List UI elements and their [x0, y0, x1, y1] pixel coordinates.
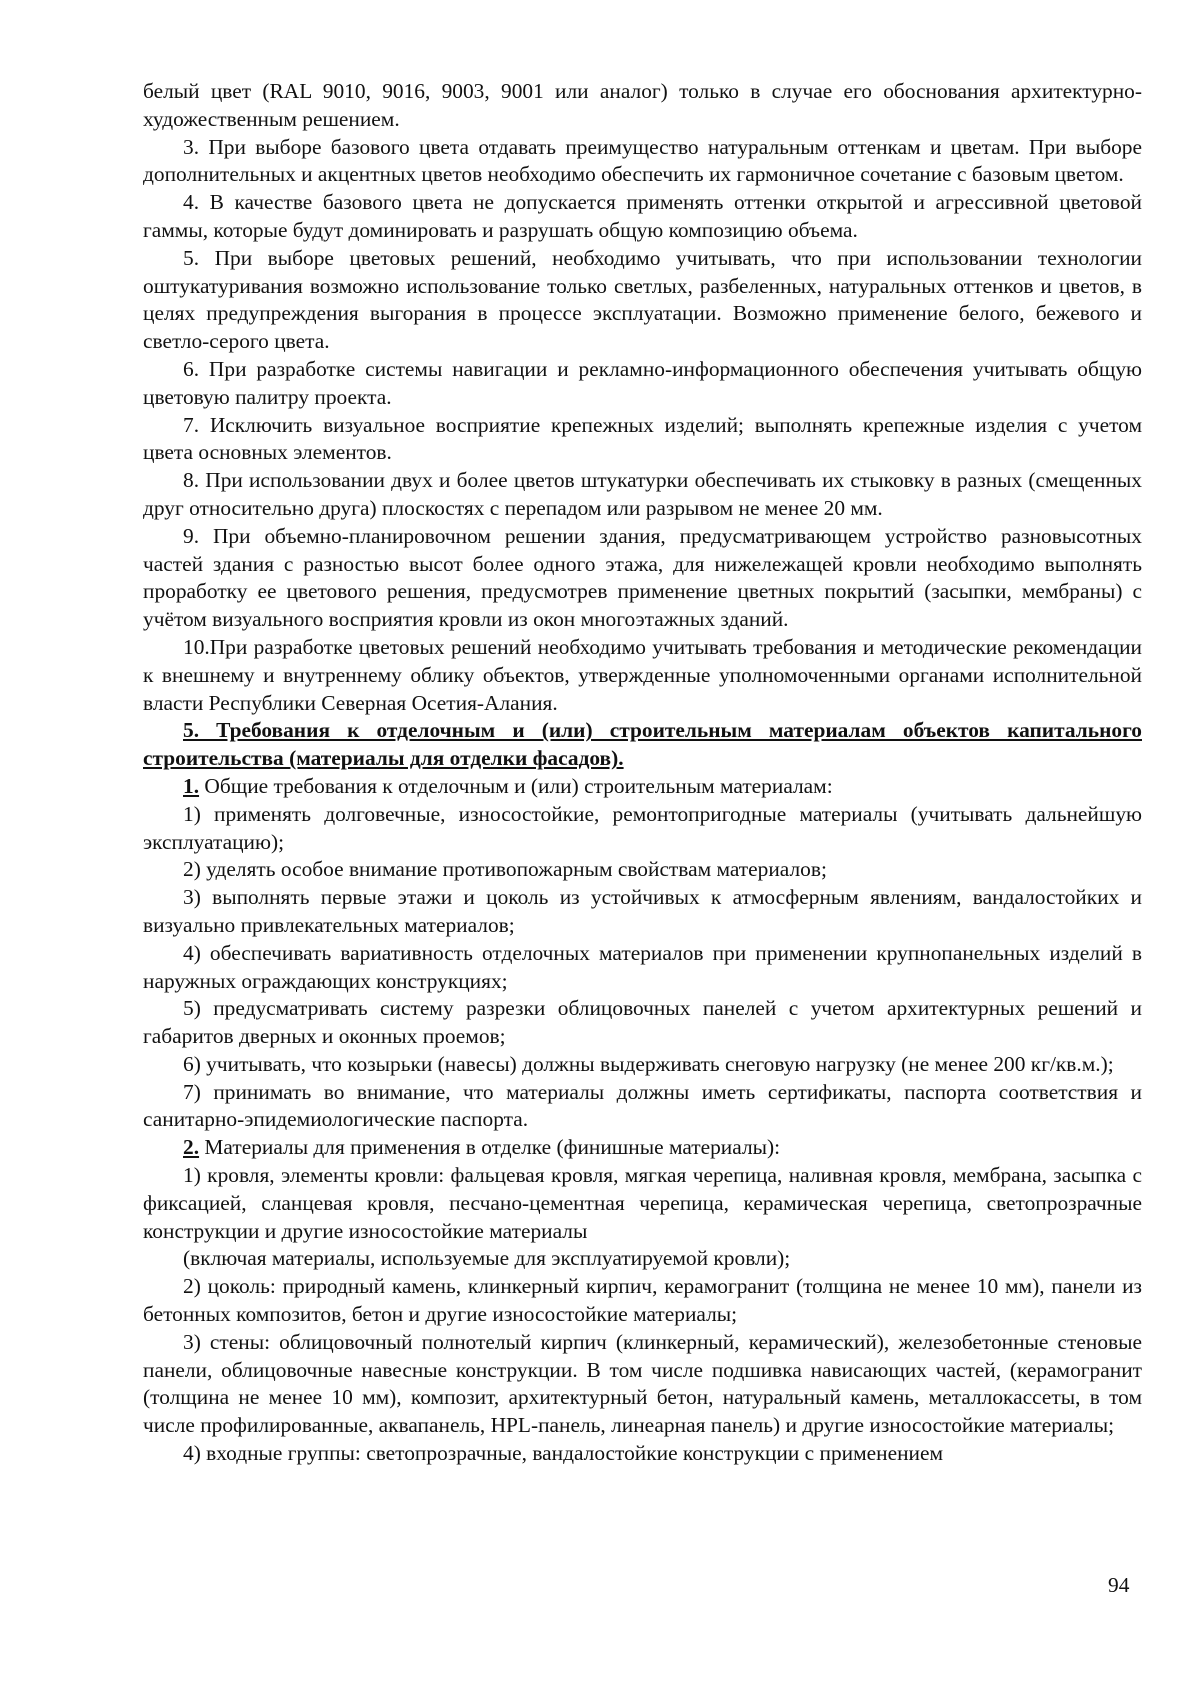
color-item-7: 7. Исключить визуальное восприятие крепежных изделий; выполнять крепежные изделия с учетом цвета основных элементов.: [143, 412, 1142, 465]
color-item-6: 6. При разработке системы навигации и рекламно-информационного обеспечения учитывать общую цветовую палитру проекта.: [143, 356, 1142, 409]
general-item-5: 5) предусматривать систему разрезки облицовочных панелей с учетом архитектурных решений и габаритов дверных и оконных проемов;: [143, 996, 1142, 1049]
general-requirements-number: 1.: [183, 773, 200, 798]
intro-paragraph: белый цвет (RAL 9010, 9016, 9003, 9001 или аналог) только в случае его обоснования архитектурно-художественным решением.: [143, 79, 1142, 131]
page-number: 94: [1108, 1573, 1130, 1597]
finishing-materials-number: 2.: [183, 1135, 200, 1160]
color-item-9: 9. При объемно-планировочном решении здания, предусматривающем устройство разновысотных частей здания с разностью высот более одного этажа, для нижележащей кровли необходимо выполнять проработку ее цветового решения, предусмотрев применение цветных покрытий (засыпки, мембраны) с учётом визуального восприятия кровли из окон многоэтажных зданий.: [143, 523, 1142, 632]
color-item-5: 5. При выборе цветовых решений, необходимо учитывать, что при использовании технологии оштукатуривания возможно использование только светлых, разбеленных, натуральных оттенков и цветов, в целях предупреждения выгорания в процессе эксплуатации. Возможно применение белого, бежевого и светло-серого цвета.: [143, 245, 1142, 354]
general-requirements-intro: [143, 773, 1142, 801]
document-body: [143, 78, 1142, 1468]
finishing-materials-text: Материалы для применения в отделке (финишные материалы):: [199, 1135, 781, 1160]
general-item-2: 2) уделять особое внимание противопожарным свойствам материалов;: [183, 857, 827, 882]
finishing-item-1: 1) кровля, элементы кровли: фальцевая кровля, мягкая черепица, наливная кровля, мембрана, засыпка с фиксацией, сланцевая кровля, песчано-цементная черепица, керамическая черепица, светопрозрачные конструкции и другие износостойкие материалы: [143, 1163, 1142, 1243]
finishing-materials-intro: [143, 1134, 1142, 1162]
section-5-heading: 5. Требования к отделочным и (или) строительным материалам объектов капитального строительства (материалы для отделки фасадов).: [143, 718, 1142, 771]
finishing-item-4: 4) входные группы: светопрозрачные, вандалостойкие конструкции с применением: [183, 1441, 944, 1466]
general-requirements-text: Общие требования к отделочным и (или) строительным материалам:: [199, 773, 833, 798]
finishing-item-1-continuation: (включая материалы, используемые для эксплуатируемой кровли);: [183, 1246, 791, 1271]
color-item-4: 4. В качестве базового цвета не допускается применять оттенки открытой и агрессивной цветовой гаммы, которые будут доминировать и разрушать общую композицию объема.: [143, 190, 1142, 242]
color-item-10: 10.При разработке цветовых решений необходимо учитывать требования и методические рекомендации к внешнему и внутреннему облику объектов, утвержденные уполномоченными органами исполнительной власти Республики Северная Осетия-Алания.: [143, 634, 1142, 715]
finishing-item-3: 3) стены: облицовочный полнотелый кирпич (клинкерный, керамический), железобетонные стеновые панели, облицовочные навесные конструкции. В том числе подшивка нависающих частей, (керамогранит (толщина не менее 10 мм), композит, архитектурный бетон, натуральный камень, металлокассеты, в том числе профилированные, аквапанель, HPL-панель, линеарная панель) и другие износостойкие материалы;: [143, 1329, 1142, 1438]
general-item-3: 3) выполнять первые этажи и цоколь из устойчивых к атмосферным явлениям, вандалостойких и визуально привлекательных материалов;: [143, 885, 1142, 937]
color-item-8: 8. При использовании двух и более цветов штукатурки обеспечивать их стыковку в разных (смещенных друг относительно друга) плоскостях с перепадом или разрывом не менее 20 мм.: [143, 468, 1142, 520]
general-item-7: 7) принимать во внимание, что материалы должны иметь сертификаты, паспорта соответствия и санитарно-эпидемиологические паспорта.: [143, 1079, 1142, 1132]
color-item-3: 3. При выборе базового цвета отдавать преимущество натуральным оттенкам и цветам. При выборе дополнительных и акцентных цветов необходимо обеспечить их гармоничное сочетание с базовым цветом.: [143, 134, 1142, 187]
finishing-item-2: 2) цоколь: природный камень, клинкерный кирпич, керамогранит (толщина не менее 10 мм), панели из бетонных композитов, бетон и другие износостойкие материалы;: [143, 1274, 1142, 1327]
general-item-4: 4) обеспечивать вариативность отделочных материалов при применении крупнопанельных изделий в наружных ограждающих конструкциях;: [143, 940, 1142, 993]
general-item-1: 1) применять долговечные, износостойкие, ремонтопригодные материалы (учитывать дальнейшую эксплуатацию);: [143, 801, 1142, 854]
general-item-6: 6) учитывать, что козырьки (навесы) должны выдерживать снеговую нагрузку (не менее 200 кг/кв.м.);: [183, 1051, 1114, 1076]
